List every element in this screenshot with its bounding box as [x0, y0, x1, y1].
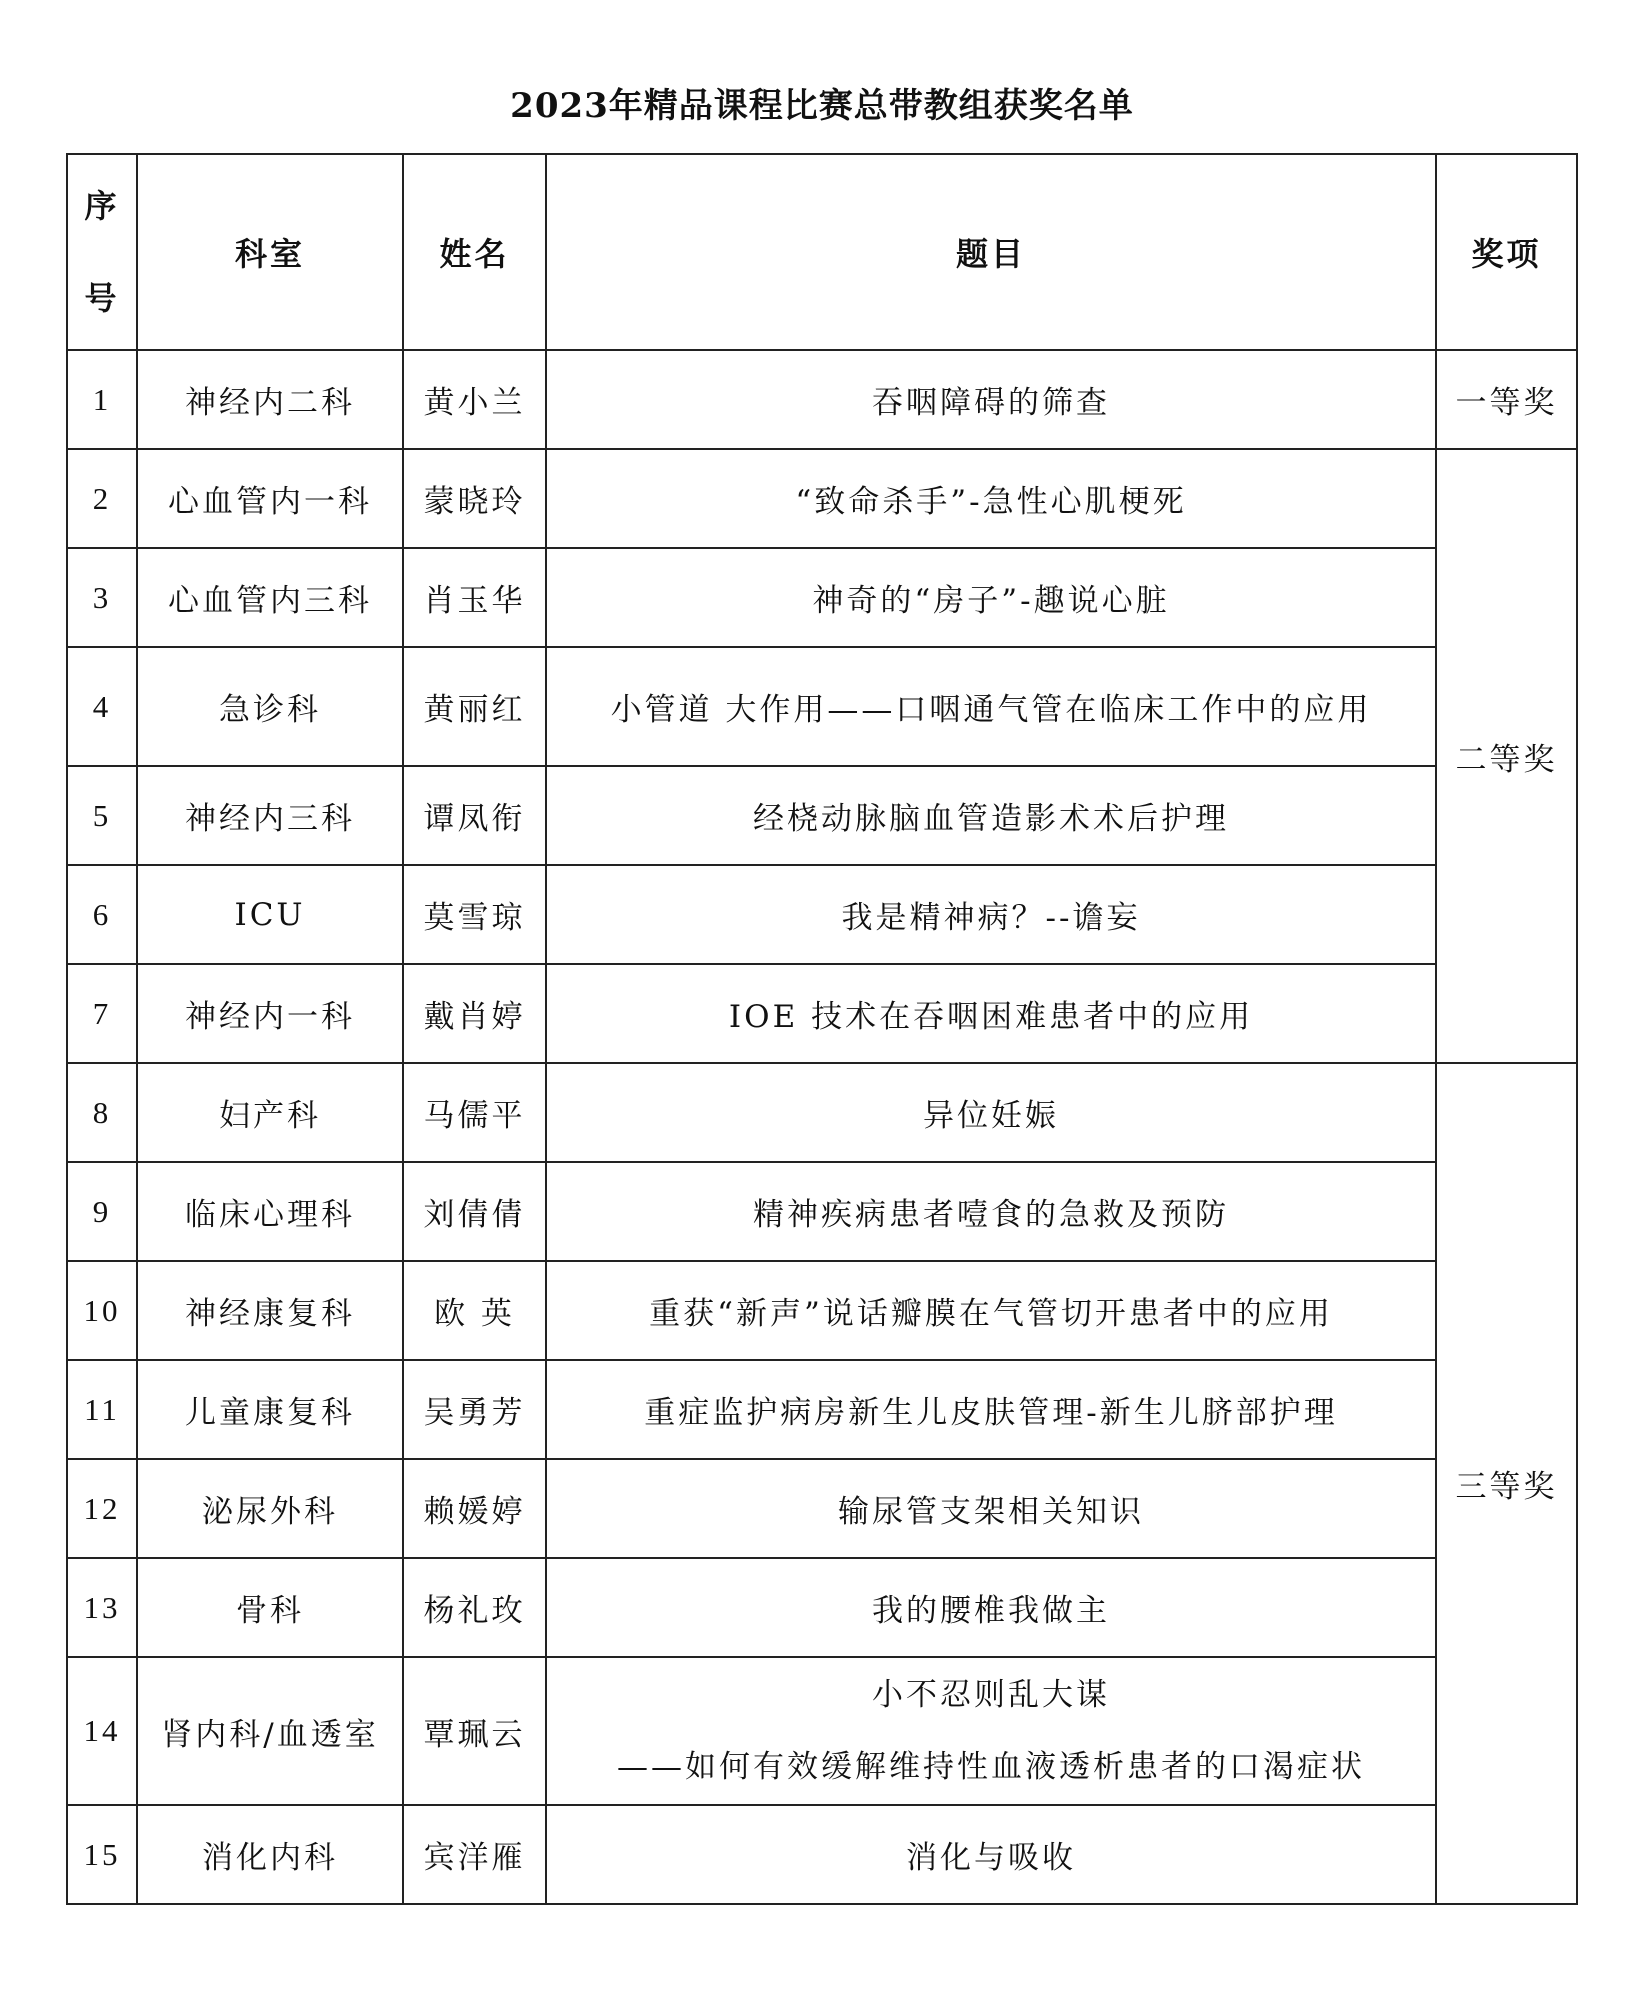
row-name: 蒙晓玲: [403, 449, 546, 548]
row-topic: 我的腰椎我做主: [546, 1558, 1436, 1657]
row-seq: 13: [67, 1558, 137, 1657]
table-row: [67, 964, 1577, 1063]
table-row: [67, 647, 1577, 766]
row-name: 肖玉华: [403, 548, 546, 647]
row-seq: 15: [67, 1805, 137, 1904]
row-dept: 临床心理科: [137, 1162, 403, 1261]
row-name: 宾洋雁: [403, 1805, 546, 1904]
row-dept: 骨科: [137, 1558, 403, 1657]
row-name: 覃珮云: [403, 1657, 546, 1805]
row-dept: 肾内科/血透室: [137, 1657, 403, 1805]
row-topic: 我是精神病？--谵妄: [546, 865, 1436, 964]
row-name: 杨礼玫: [403, 1558, 546, 1657]
row-seq: 14: [67, 1657, 137, 1805]
table-header-row: [67, 154, 1577, 350]
document-title: 2023年精品课程比赛总带教组获奖名单: [510, 86, 1134, 126]
table-row: [67, 1162, 1577, 1261]
row-topic: 输尿管支架相关知识: [546, 1459, 1436, 1558]
table-row: [67, 1805, 1577, 1904]
header-topic: 题目: [546, 154, 1436, 350]
row-seq: 9: [67, 1162, 137, 1261]
row-seq: 10: [67, 1261, 137, 1360]
awards-table: [66, 153, 1578, 1905]
row-name: 谭凤衔: [403, 766, 546, 865]
row-seq: 11: [67, 1360, 137, 1459]
row-topic: 经桡动脉脑血管造影术术后护理: [546, 766, 1436, 865]
award-second: 二等奖: [1436, 449, 1577, 1063]
row-topic-subtitle: ——如何有效缓解维持性血液透析患者的口渴症状: [617, 1749, 1365, 1785]
row-topic-main: 小不忍则乱大谋: [872, 1677, 1110, 1713]
row-topic: 消化与吸收: [546, 1805, 1436, 1904]
row-topic: 精神疾病患者噎食的急救及预防: [546, 1162, 1436, 1261]
table-row: [67, 1459, 1577, 1558]
award-first: 一等奖: [1436, 350, 1577, 449]
row-topic: 小管道 大作用——口咽通气管在临床工作中的应用: [546, 647, 1436, 766]
row-topic: 重获“新声”说话瓣膜在气管切开患者中的应用: [546, 1261, 1436, 1360]
row-name: 黄小兰: [403, 350, 546, 449]
table-row: [67, 1063, 1577, 1162]
table-row: [67, 865, 1577, 964]
row-topic: 吞咽障碍的筛查: [546, 350, 1436, 449]
row-topic: 重症监护病房新生儿皮肤管理-新生儿脐部护理: [546, 1360, 1436, 1459]
row-dept: 神经内二科: [137, 350, 403, 449]
row-dept: 消化内科: [137, 1805, 403, 1904]
header-award: 奖项: [1436, 154, 1577, 350]
header-name: 姓名: [403, 154, 546, 350]
header-seq-line-1: 序: [84, 187, 120, 225]
row-seq: 8: [67, 1063, 137, 1162]
row-seq: 3: [67, 548, 137, 647]
row-name: 戴肖婷: [403, 964, 546, 1063]
row-topic: 异位妊娠: [546, 1063, 1436, 1162]
table-row: [67, 766, 1577, 865]
row-seq: 5: [67, 766, 137, 865]
row-name: 赖媛婷: [403, 1459, 546, 1558]
header-seq: [67, 154, 137, 350]
row-dept: 急诊科: [137, 647, 403, 766]
row-name: 莫雪琼: [403, 865, 546, 964]
row-name: 吴勇芳: [403, 1360, 546, 1459]
row-dept: 神经内三科: [137, 766, 403, 865]
row-seq: 4: [67, 647, 137, 766]
row-seq: 6: [67, 865, 137, 964]
row-name: 黄丽红: [403, 647, 546, 766]
table-row: [67, 548, 1577, 647]
header-seq-line-2: 号: [84, 279, 120, 317]
row-topic: [546, 1657, 1436, 1805]
row-dept: 心血管内三科: [137, 548, 403, 647]
row-seq: 7: [67, 964, 137, 1063]
row-topic: “致命杀手”-急性心肌梗死: [546, 449, 1436, 548]
award-third: 三等奖: [1436, 1063, 1577, 1904]
row-name: 马儒平: [403, 1063, 546, 1162]
row-dept: 泌尿外科: [137, 1459, 403, 1558]
row-seq: 1: [67, 350, 137, 449]
table-row: [67, 449, 1577, 548]
row-name: 欧 英: [403, 1261, 546, 1360]
row-dept: ICU: [137, 865, 403, 964]
row-dept: 神经内一科: [137, 964, 403, 1063]
table-row: [67, 1360, 1577, 1459]
row-seq: 2: [67, 449, 137, 548]
row-seq: 12: [67, 1459, 137, 1558]
row-topic: 神奇的“房子”-趣说心脏: [546, 548, 1436, 647]
row-dept: 妇产科: [137, 1063, 403, 1162]
header-dept: 科室: [137, 154, 403, 350]
row-topic: IOE 技术在吞咽困难患者中的应用: [546, 964, 1436, 1063]
row-dept: 心血管内一科: [137, 449, 403, 548]
table-row: [67, 1261, 1577, 1360]
table-row: [67, 1657, 1577, 1805]
table-row: [67, 1558, 1577, 1657]
row-name: 刘倩倩: [403, 1162, 546, 1261]
row-dept: 神经康复科: [137, 1261, 403, 1360]
table-row: [67, 350, 1577, 449]
row-dept: 儿童康复科: [137, 1360, 403, 1459]
